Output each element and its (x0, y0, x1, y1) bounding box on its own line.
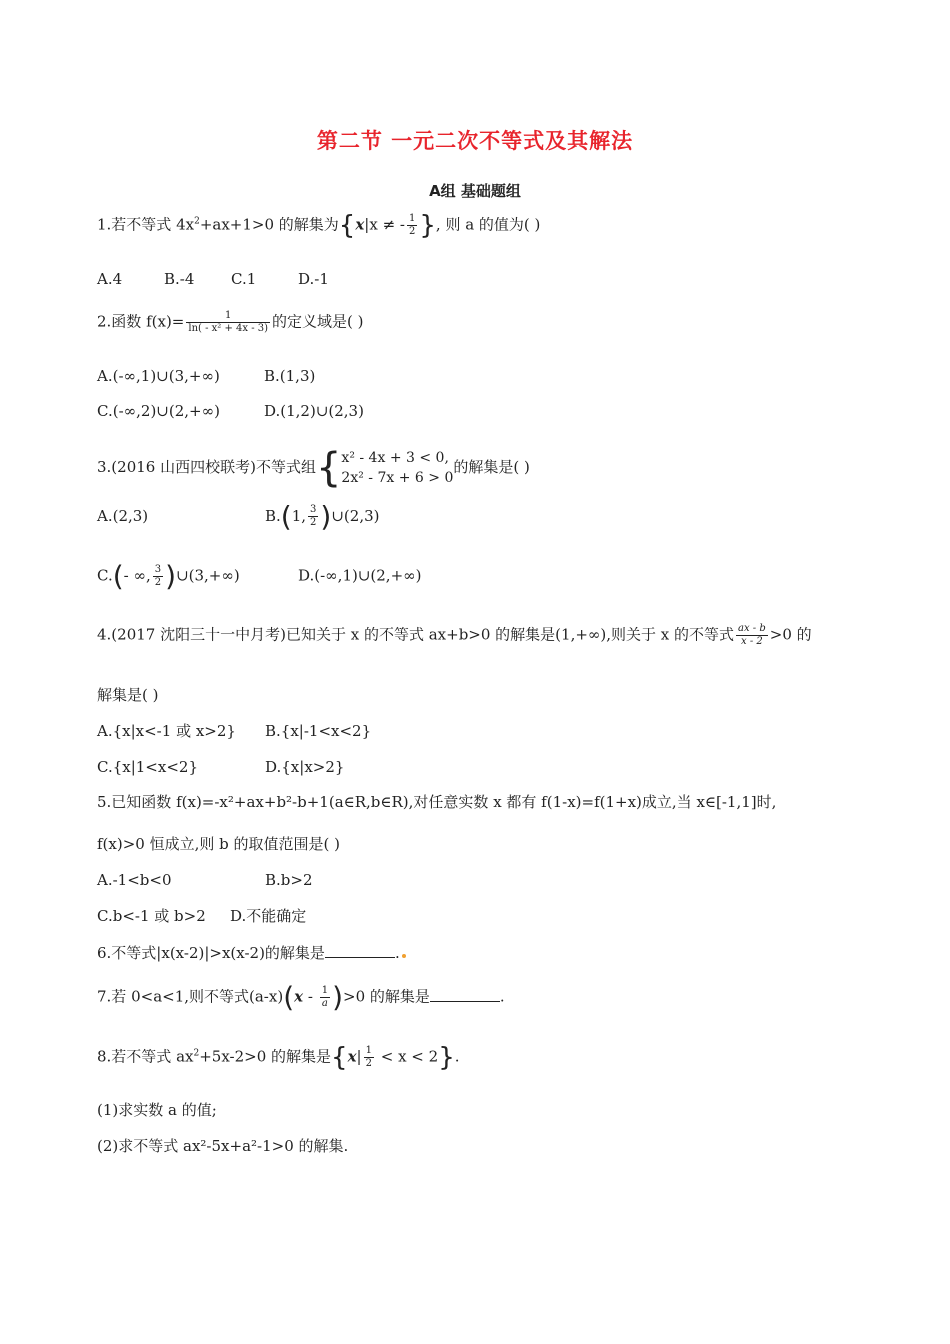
q1-right-brace: } (419, 210, 436, 241)
q1-options (97, 270, 329, 288)
q3-option-a: A.(2,3) (97, 506, 149, 525)
q2-stem-b: 的定义域是( ) (272, 312, 364, 331)
section-subtitle: A组 基础题组 (429, 182, 521, 200)
q3-system-brace: { (315, 445, 342, 491)
q6-mark (402, 954, 406, 958)
q7-mid: - (303, 987, 318, 1006)
q7-answer-blank (430, 987, 500, 1002)
q1-option-d: D.-1 (298, 270, 329, 288)
q2-option-b: B.(1,3) (264, 367, 316, 385)
q4-stem-b: >0 的 (769, 625, 812, 644)
q7-stem-a: 7.若 0<a<1,则不等式(a-x) (97, 987, 284, 1006)
q6-answer-blank (325, 943, 395, 958)
q8-sup: 2 (193, 1048, 200, 1059)
q4-option-d: D.{x|x>2} (265, 758, 345, 776)
q4-option-b: B.{x|-1<x<2} (265, 722, 372, 740)
question-1: 1.若不等式 $4x^2+ax+1>0$ 的解集为{x|x ≠ - $\frac{1}{2}$ }, 则 a 的值为( ) (97, 210, 541, 241)
q4-fraction: $\frac{ax - b}{x - 2}$ (738, 623, 766, 647)
question-8: 8.若不等式 $ax^2+5x-2>0$ 的解集是{x| $\frac{1}{2}$ < x < 2}. (97, 1042, 460, 1073)
q5-option-c: C.b<-1 或 b>2 (97, 907, 206, 925)
q5-options-row1 (97, 871, 313, 889)
q6-stem-b: . (394, 944, 400, 962)
q5-options-row2 (97, 907, 306, 925)
question-2 (97, 310, 364, 335)
question-6 (97, 943, 406, 962)
question-3 (97, 445, 530, 491)
q8-set-cond: < x < 2 (375, 1047, 439, 1066)
q1-option-a: A.4 (97, 270, 123, 288)
q2-option-c: C.(-∞,2)∪(2,+∞) (97, 402, 220, 420)
q4-option-c: C.{x|1<x<2} (97, 758, 198, 776)
q4-option-a: A.{x|x<-1 或 x>2} (97, 722, 236, 740)
q3-stem-a: 3.(2016 山西四校联考)不等式组 (97, 458, 316, 476)
q4-options-row2 (97, 758, 344, 776)
q5-option-d: D.不能确定 (230, 907, 307, 925)
q2-options-row1 (97, 367, 315, 385)
q8-stem-a: 8.若不等式 ax (97, 1047, 194, 1066)
q4-stem-a: 4.(2017 沈阳三十一中月考)已知关于 x 的不等式 ax+b>0 的解集是(1,+∞),则关于 x 的不等式 (97, 625, 735, 644)
q3-stem-b: 的解集是( ) (453, 458, 530, 476)
q1-left-brace: { (338, 210, 356, 241)
question-7 (97, 980, 505, 1014)
q1-set-cond: x ≠ - (369, 215, 405, 234)
question-4 (97, 623, 812, 648)
q7-left-paren: ( (283, 980, 295, 1014)
q8-set-var: x (347, 1047, 357, 1066)
q3-option-c: C.(- ∞, $\frac{3}{2}$ )∪(3,+∞) (97, 559, 240, 593)
q8-fraction: $\frac{1}{2}$ (365, 1045, 372, 1069)
q4-stem-c: 解集是( ) (97, 686, 159, 704)
q3-options-row1 (97, 499, 380, 533)
q2-stem-a: 2.函数 f(x)= (97, 312, 185, 331)
q1-fraction: $\frac{1}{2}$ (409, 213, 416, 237)
q7-stem-c: . (499, 987, 505, 1006)
q8-right-brace: } (438, 1042, 455, 1073)
q5-option-b: B.b>2 (265, 871, 313, 889)
q3-option-d: D.(-∞,1)∪(2,+∞) (298, 566, 422, 585)
q2-option-a: A.(-∞,1)∪(3,+∞) (97, 367, 220, 385)
q1-set-var: x (355, 215, 365, 234)
q5-option-a: A.-1<b<0 (97, 871, 172, 889)
q2-fraction: $\frac{1}{\text{ln( - x² + 4x - 3)}}$ (188, 310, 269, 334)
q8-left-brace: { (331, 1042, 348, 1073)
q1-option-b: B.-4 (164, 270, 195, 288)
q3-option-b: B.(1, $\frac{3}{2}$ )∪(2,3) (265, 499, 380, 533)
q7-stem-b: >0 的解集是 (343, 987, 430, 1006)
q8-part-1: (1)求实数 a 的值; (97, 1101, 217, 1119)
q1-stem-a: 1.若不等式 4x (97, 215, 195, 234)
q4-options-row1 (97, 722, 371, 740)
q5-stem-b: f(x)>0 恒成立,则 b 的取值范围是( ) (97, 835, 340, 853)
q8-part-2: (2)求不等式 ax²-5x+a²-1>0 的解集. (97, 1137, 349, 1155)
q2-option-d: D.(1,2)∪(2,3) (264, 402, 364, 420)
q2-options-row2 (97, 402, 364, 420)
q3-options-row2 (97, 559, 422, 593)
q7-right-paren: ) (332, 980, 344, 1014)
q7-fraction: $\frac{1}{a}$ (321, 985, 329, 1009)
q6-stem-a: 6.不等式|x(x-2)|>x(x-2)的解集是 (97, 944, 325, 962)
q8-stem-c: . (454, 1047, 460, 1066)
q8-stem-b: +5x-2>0 的解集是 (199, 1047, 332, 1066)
q3-system: x² - 4x + 3 < 0, 2x² - 7x + 6 > 0 (341, 450, 454, 486)
page-title: 第二节 一元二次不等式及其解法 (316, 129, 634, 153)
q1-sup: 2 (194, 216, 200, 227)
q5-stem-a: 5.已知函数 f(x)=-x²+ax+b²-b+1(a∈R,b∈R),对任意实数 x 都有 f(1-x)=f(1+x)成立,当 x∈[-1,1]时, (97, 793, 777, 811)
q1-option-c: C.1 (231, 270, 257, 288)
q7-var: x (294, 987, 304, 1006)
q1-stem-b: +ax+1>0 的解集为 (199, 215, 339, 234)
q1-stem-c: , 则 a 的值为( ) (435, 215, 541, 234)
